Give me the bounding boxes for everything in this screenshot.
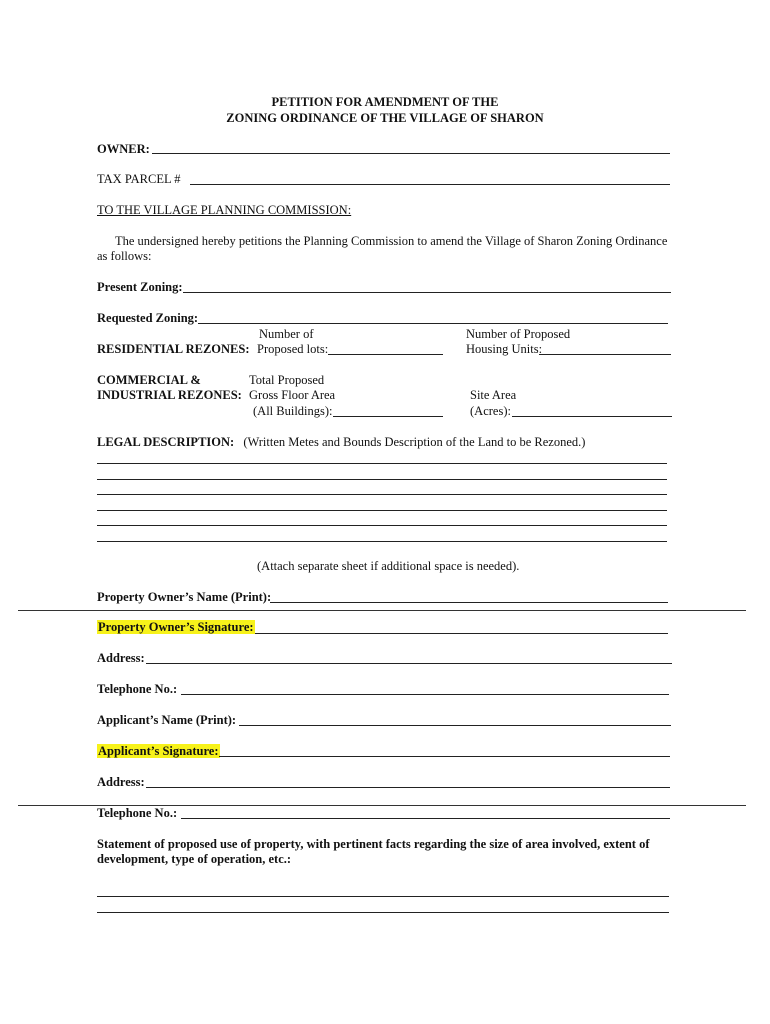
gross-floor-area-label: Gross Floor Area bbox=[249, 388, 336, 402]
residential-rezones-label: RESIDENTIAL REZONES: bbox=[97, 342, 250, 356]
scan-artifact-line bbox=[18, 610, 746, 611]
owner-name-field[interactable] bbox=[270, 602, 668, 603]
owner-signature-label bbox=[97, 620, 255, 635]
attach-note: (Attach separate sheet if additional space is needed). bbox=[257, 559, 520, 573]
legal-description-line[interactable] bbox=[97, 510, 667, 511]
tax-parcel-field[interactable] bbox=[190, 184, 670, 185]
tax-parcel-label: TAX PARCEL # bbox=[97, 172, 181, 186]
site-area-label: Site Area bbox=[470, 388, 517, 402]
proposed-lots-field[interactable] bbox=[328, 354, 443, 355]
to-commission-heading: TO THE VILLAGE PLANNING COMMISSION: bbox=[97, 203, 352, 217]
statement-text-cont: development, type of operation, etc.: bbox=[97, 852, 292, 866]
industrial-rezones-label: INDUSTRIAL REZONES: bbox=[97, 388, 242, 402]
owner-telephone-field[interactable] bbox=[181, 694, 669, 695]
gross-floor-area-field[interactable] bbox=[333, 416, 443, 417]
applicant-telephone-label: Telephone No.: bbox=[97, 806, 178, 820]
owner-address-label: Address: bbox=[97, 651, 145, 665]
owner-telephone-label: Telephone No.: bbox=[97, 682, 178, 696]
legal-description-line[interactable] bbox=[97, 525, 667, 526]
acres-label: (Acres): bbox=[470, 404, 511, 418]
owner-field[interactable] bbox=[152, 153, 670, 154]
housing-units-field[interactable] bbox=[539, 354, 671, 355]
number-of-proposed-label: Number of Proposed bbox=[466, 327, 571, 341]
form-title-line2: ZONING ORDINANCE OF THE VILLAGE OF SHARON bbox=[226, 111, 544, 125]
present-zoning-label: Present Zoning: bbox=[97, 280, 183, 294]
requested-zoning-field[interactable] bbox=[198, 323, 668, 324]
applicant-telephone-field[interactable] bbox=[181, 818, 670, 819]
applicant-name-field[interactable] bbox=[239, 725, 671, 726]
statement-line[interactable] bbox=[97, 912, 669, 913]
legal-description-heading bbox=[97, 435, 585, 450]
applicant-address-label: Address: bbox=[97, 775, 145, 789]
statement-line[interactable] bbox=[97, 896, 669, 897]
commercial-label: COMMERCIAL & bbox=[97, 373, 201, 387]
legal-description-line[interactable] bbox=[97, 541, 667, 542]
owner-signature-highlight: Property Owner’s Signature: bbox=[98, 620, 254, 634]
legal-description-note: (Written Metes and Bounds Description of the Land to be Rezoned.) bbox=[243, 435, 586, 449]
applicant-name-label: Applicant’s Name (Print): bbox=[97, 713, 237, 727]
proposed-lots-label: Proposed lots: bbox=[257, 342, 329, 356]
present-zoning-field[interactable] bbox=[183, 292, 671, 293]
applicant-signature-label bbox=[97, 744, 220, 759]
legal-description-line[interactable] bbox=[97, 494, 667, 495]
site-area-field[interactable] bbox=[512, 416, 672, 417]
legal-description-label: LEGAL DESCRIPTION: bbox=[97, 435, 235, 449]
all-buildings-label: (All Buildings): bbox=[253, 404, 333, 418]
owner-signature-field[interactable] bbox=[255, 633, 668, 634]
total-proposed-label: Total Proposed bbox=[249, 373, 325, 387]
applicant-address-field[interactable] bbox=[146, 787, 670, 788]
housing-units-label: Housing Units: bbox=[466, 342, 543, 356]
requested-zoning-label: Requested Zoning: bbox=[97, 311, 199, 325]
intro-text: The undersigned hereby petitions the Planning Commission to amend the Village of Sharon Zoning Ordinance bbox=[115, 234, 668, 248]
legal-description-line[interactable] bbox=[97, 479, 667, 480]
number-of-label: Number of bbox=[259, 327, 314, 341]
applicant-signature-highlight: Applicant’s Signature: bbox=[98, 744, 219, 758]
applicant-signature-field[interactable] bbox=[219, 756, 670, 757]
intro-text-cont: as follows: bbox=[97, 249, 152, 263]
owner-label: OWNER: bbox=[97, 142, 150, 156]
legal-description-line[interactable] bbox=[97, 463, 667, 464]
owner-name-label: Property Owner’s Name (Print): bbox=[97, 590, 272, 604]
form-title-line1: PETITION FOR AMENDMENT OF THE bbox=[271, 95, 499, 109]
statement-text: Statement of proposed use of property, with pertinent facts regarding the size of area involved, extent of bbox=[97, 837, 650, 851]
owner-address-field[interactable] bbox=[146, 663, 672, 664]
